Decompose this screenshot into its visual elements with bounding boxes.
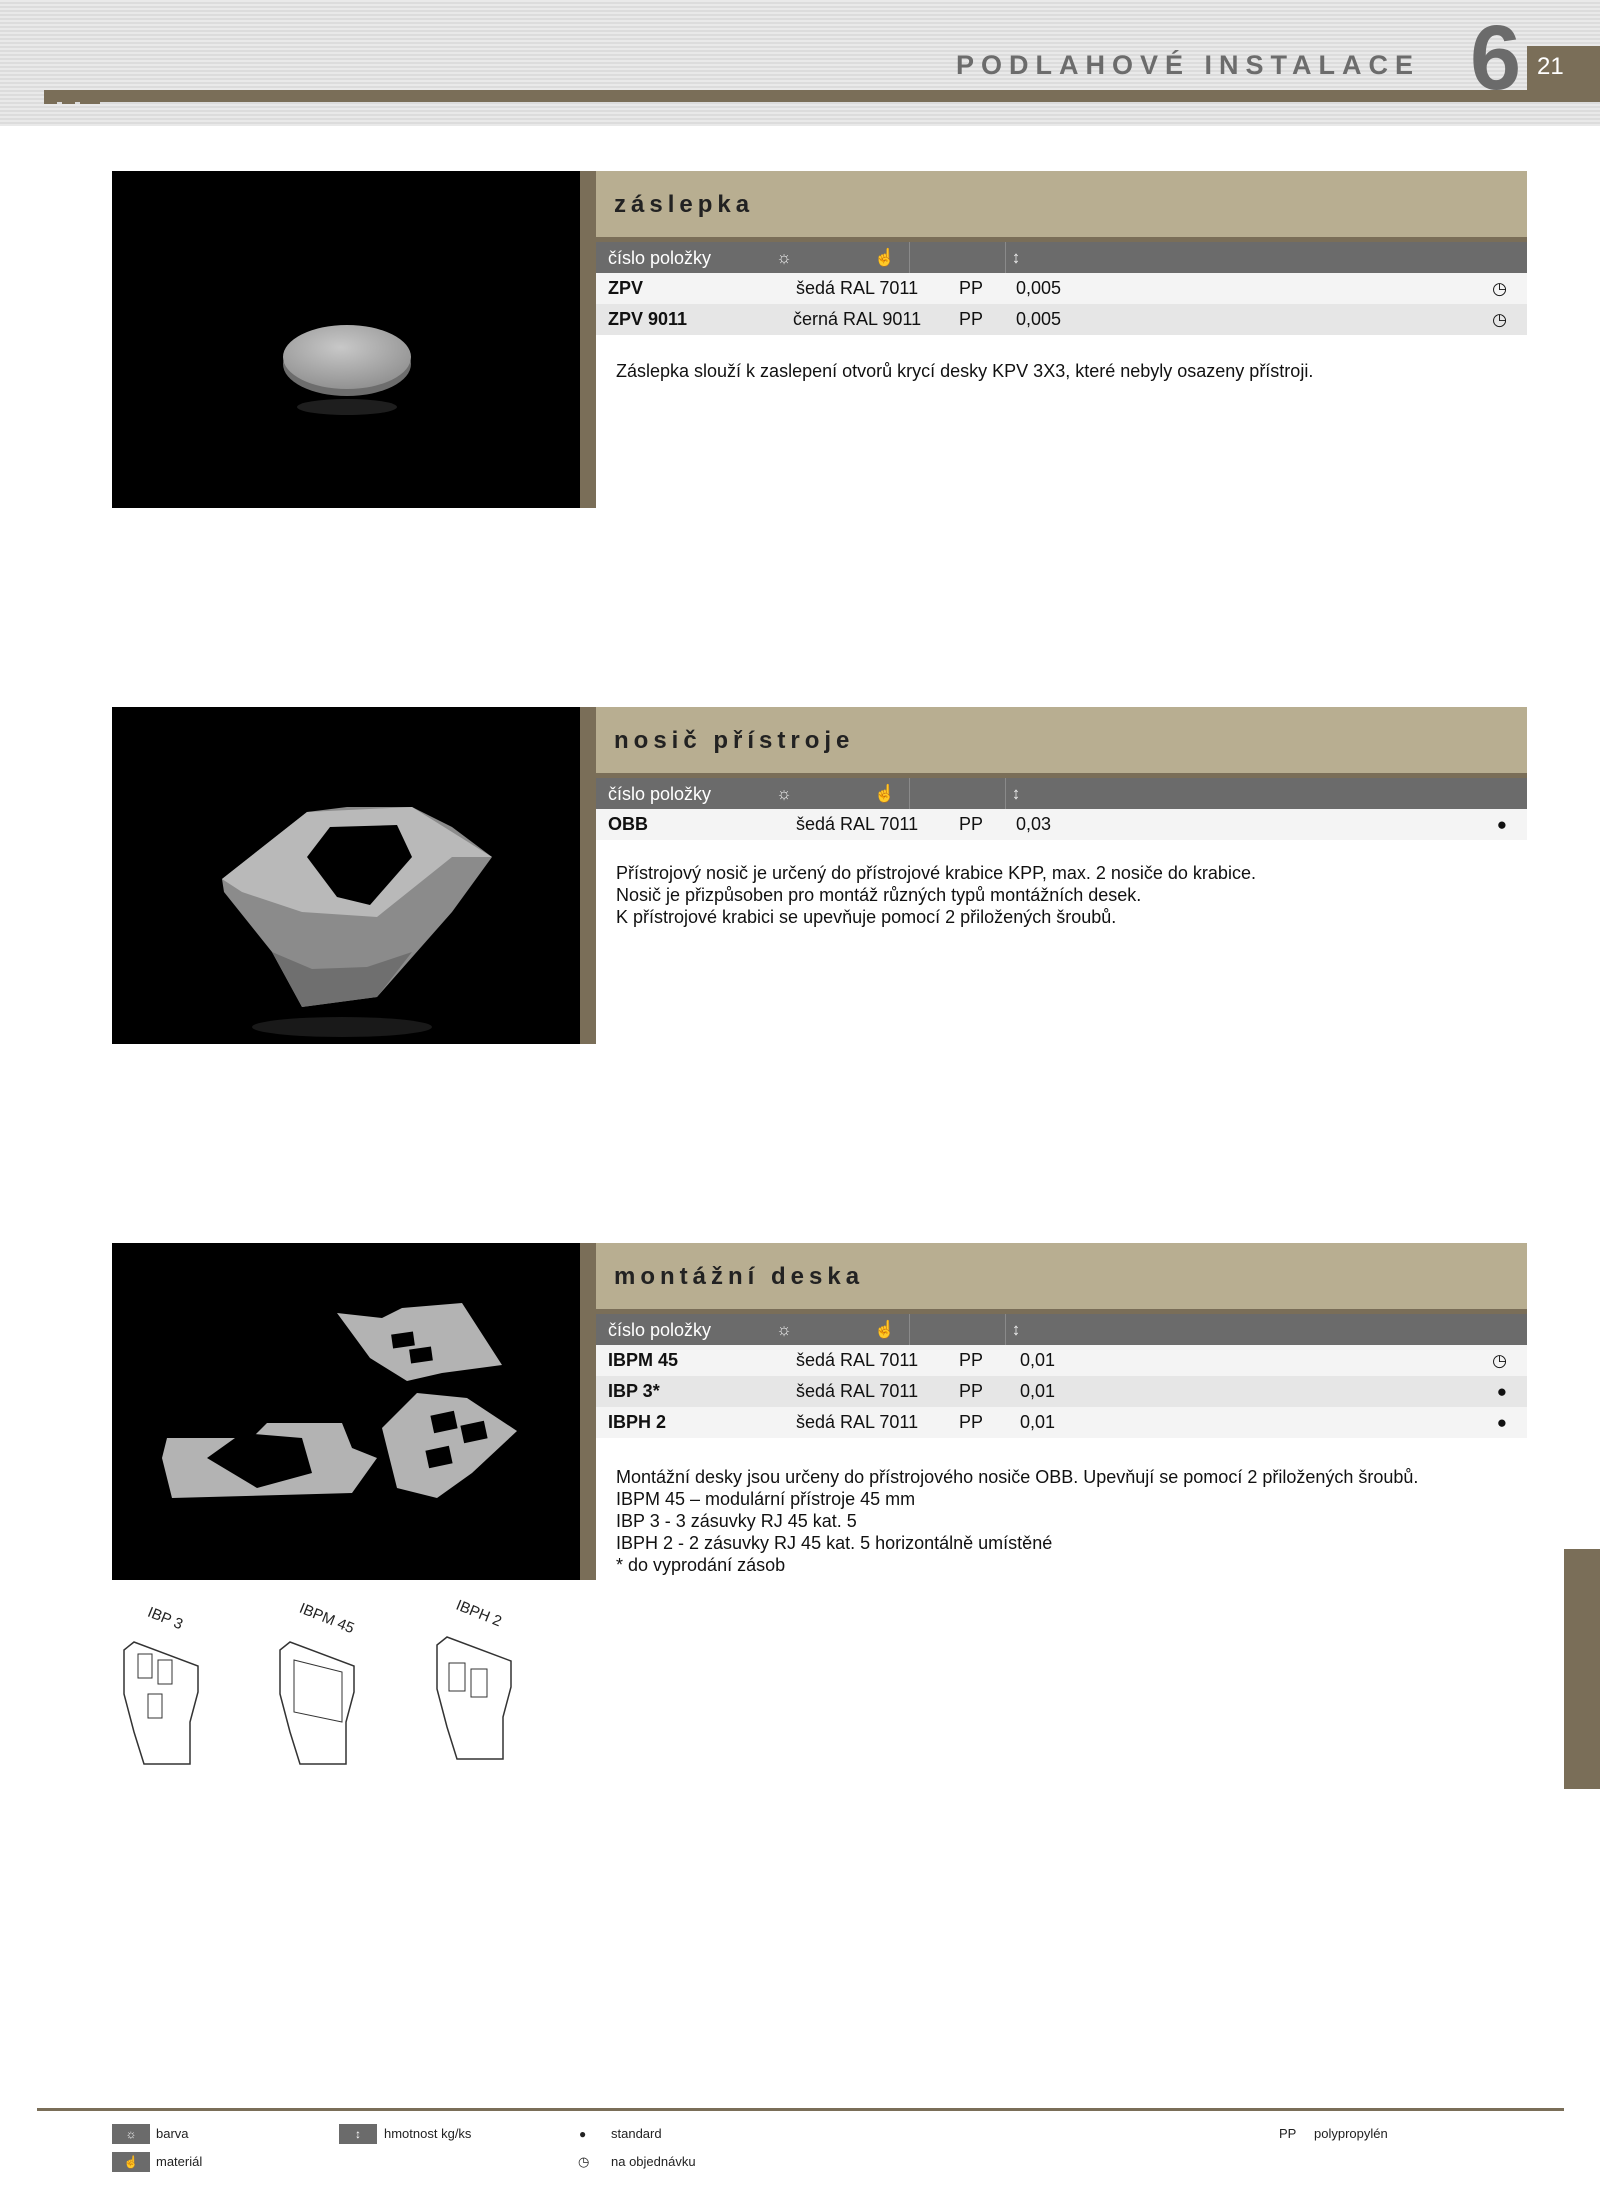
color-sun-icon: ☼ bbox=[776, 784, 792, 803]
item-material: PP bbox=[959, 1412, 984, 1432]
header-divider bbox=[909, 1314, 910, 1345]
on-order-clock-icon: ◷ bbox=[578, 2154, 590, 2169]
item-weight: 0,01 bbox=[1020, 1350, 1056, 1370]
table-header bbox=[596, 1314, 1527, 1345]
item-weight: 0,03 bbox=[1016, 814, 1052, 834]
table-row bbox=[596, 304, 1527, 335]
section-title: záslepka bbox=[596, 171, 1527, 237]
product-photo bbox=[112, 707, 580, 1044]
header-rule bbox=[44, 90, 1600, 102]
item-color: šedá RAL 7011 bbox=[796, 1381, 919, 1401]
table-header bbox=[596, 778, 1527, 809]
header-divider bbox=[909, 242, 910, 273]
product-section-montazni-deska bbox=[112, 1243, 1527, 1580]
carrier-image bbox=[112, 707, 580, 1044]
item-color: černá RAL 9011 bbox=[793, 309, 922, 329]
on-order-clock-icon: ◷ bbox=[1492, 1351, 1507, 1370]
legend-material: materiál bbox=[156, 2154, 203, 2169]
table-header bbox=[596, 242, 1527, 273]
photo-accent-bar bbox=[580, 1243, 596, 1580]
item-code: ZPV bbox=[608, 278, 644, 298]
info-panel bbox=[596, 171, 1527, 382]
standard-dot-icon: ● bbox=[1496, 815, 1507, 834]
item-code: IBP 3* bbox=[608, 1381, 660, 1401]
page-number: 21 bbox=[1527, 46, 1600, 98]
item-color: šedá RAL 7011 bbox=[796, 814, 919, 834]
section-title: montážní deska bbox=[596, 1243, 1527, 1309]
description-line: * do vyprodání zásob bbox=[616, 1555, 786, 1575]
description-line: Nosič je přizpůsoben pro montáž různých typů montážních desek. bbox=[616, 885, 1142, 905]
photo-accent-bar bbox=[580, 171, 596, 508]
item-material: PP bbox=[959, 278, 984, 298]
item-code: ZPV 9011 bbox=[608, 309, 688, 329]
material-hand-icon: ☝ bbox=[112, 2152, 150, 2172]
header-block bbox=[44, 90, 57, 104]
on-order-clock-icon: ◷ bbox=[1492, 310, 1507, 329]
item-material: PP bbox=[959, 309, 984, 329]
weight-arrows-icon: ↕ bbox=[339, 2124, 377, 2144]
ibpm45-outline bbox=[268, 1632, 368, 1782]
photo-accent-bar bbox=[580, 707, 596, 1044]
header-divider bbox=[909, 778, 910, 809]
material-hand-icon: ☝ bbox=[874, 1320, 896, 1339]
drawing-ibph2 bbox=[425, 1596, 525, 1765]
drawing-ibpm45 bbox=[268, 1599, 368, 1770]
item-code: IBPM 45 bbox=[608, 1350, 679, 1370]
weight-arrows-icon: ↕ bbox=[1011, 784, 1021, 803]
item-material: PP bbox=[959, 1381, 984, 1401]
drawing-ibp3 bbox=[112, 1603, 212, 1770]
item-material: PP bbox=[959, 814, 984, 834]
description-line: IBPM 45 – modulární přístroje 45 mm bbox=[616, 1489, 916, 1509]
footer-rule bbox=[37, 2108, 1564, 2111]
item-code: OBB bbox=[608, 814, 648, 834]
chapter-side-tab bbox=[1564, 1549, 1600, 1789]
legend-color: barva bbox=[156, 2126, 189, 2141]
description-line: K přístrojové krabici se upevňuje pomocí 2 přiložených šroubů. bbox=[616, 907, 1117, 927]
drawing-label: IBP 3 bbox=[145, 1603, 186, 1634]
legend-on-order: na objednávku bbox=[611, 2154, 696, 2169]
section-description bbox=[596, 862, 1527, 928]
color-sun-icon: ☼ bbox=[776, 1320, 792, 1339]
description-line: IBPH 2 - 2 zásuvky RJ 45 kat. 5 horizontálně umístěné bbox=[616, 1533, 1053, 1553]
table-row bbox=[596, 809, 1527, 840]
code-column-header: číslo položky bbox=[608, 784, 712, 804]
legend bbox=[112, 2124, 1512, 2174]
material-hand-icon: ☝ bbox=[874, 248, 896, 267]
drawing-label: IBPH 2 bbox=[453, 1596, 504, 1631]
page-title: PODLAHOVÉ INSTALACE bbox=[955, 50, 1420, 80]
description-line: Záslepka slouží k zaslepení otvorů krycí desky KPV 3X3, které nebyly osazeny přístroji. bbox=[616, 361, 1314, 381]
product-photo bbox=[112, 1243, 580, 1580]
table-row bbox=[596, 273, 1527, 304]
chapter-number: 6 bbox=[1470, 7, 1522, 109]
item-color: šedá RAL 7011 bbox=[796, 1350, 919, 1370]
section-title: nosič přístroje bbox=[596, 707, 1527, 773]
standard-dot-icon: ● bbox=[1496, 1382, 1507, 1401]
section-description bbox=[596, 1466, 1527, 1576]
material-hand-icon: ☝ bbox=[874, 784, 896, 803]
header-block bbox=[80, 90, 100, 104]
on-order-clock-icon: ◷ bbox=[1492, 279, 1507, 298]
info-panel bbox=[596, 1243, 1527, 1576]
info-panel bbox=[596, 707, 1527, 928]
code-column-header: číslo položky bbox=[608, 248, 712, 268]
item-code: IBPH 2 bbox=[608, 1412, 667, 1432]
table-row bbox=[596, 1376, 1527, 1407]
table-row bbox=[596, 1407, 1527, 1438]
description-line: Montážní desky jsou určeny do přístrojového nosiče OBB. Upevňují se pomocí 2 přiložených šroubů. bbox=[616, 1467, 1419, 1487]
description-line: Přístrojový nosič je určený do přístrojové krabice KPP, max. 2 nosiče do krabice. bbox=[616, 863, 1256, 883]
item-weight: 0,01 bbox=[1020, 1381, 1056, 1401]
weight-arrows-icon: ↕ bbox=[1011, 1320, 1021, 1339]
table-row bbox=[596, 1345, 1527, 1376]
item-weight: 0,01 bbox=[1020, 1412, 1056, 1432]
item-color: šedá RAL 7011 bbox=[796, 278, 919, 298]
item-color: šedá RAL 7011 bbox=[796, 1412, 919, 1432]
item-weight: 0,005 bbox=[1016, 278, 1062, 298]
legend-pp-name: polypropylén bbox=[1314, 2126, 1388, 2141]
drawing-label: IBPM 45 bbox=[296, 1599, 357, 1638]
code-column-header: číslo položky bbox=[608, 1320, 712, 1340]
ibph2-outline bbox=[425, 1627, 525, 1777]
section-description bbox=[596, 360, 1527, 382]
mounting-plates-image bbox=[112, 1243, 580, 1580]
color-sun-icon: ☼ bbox=[112, 2124, 150, 2144]
legend-standard: standard bbox=[611, 2126, 662, 2141]
cap-image bbox=[112, 171, 580, 508]
legend-pp-abbr: PP bbox=[1279, 2126, 1297, 2141]
item-material: PP bbox=[959, 1350, 984, 1370]
legend-weight: hmotnost kg/ks bbox=[384, 2126, 472, 2141]
product-photo bbox=[112, 171, 580, 508]
description-line: IBP 3 - 3 zásuvky RJ 45 kat. 5 bbox=[616, 1511, 857, 1531]
item-weight: 0,005 bbox=[1016, 309, 1062, 329]
color-sun-icon: ☼ bbox=[776, 248, 792, 267]
ibp3-outline bbox=[112, 1632, 212, 1782]
standard-dot-icon: ● bbox=[579, 2127, 587, 2141]
product-section-zaslepka bbox=[112, 171, 1527, 508]
weight-arrows-icon: ↕ bbox=[1011, 248, 1021, 267]
standard-dot-icon: ● bbox=[1496, 1413, 1507, 1432]
header-block bbox=[62, 90, 75, 104]
product-section-nosic bbox=[112, 707, 1527, 1044]
